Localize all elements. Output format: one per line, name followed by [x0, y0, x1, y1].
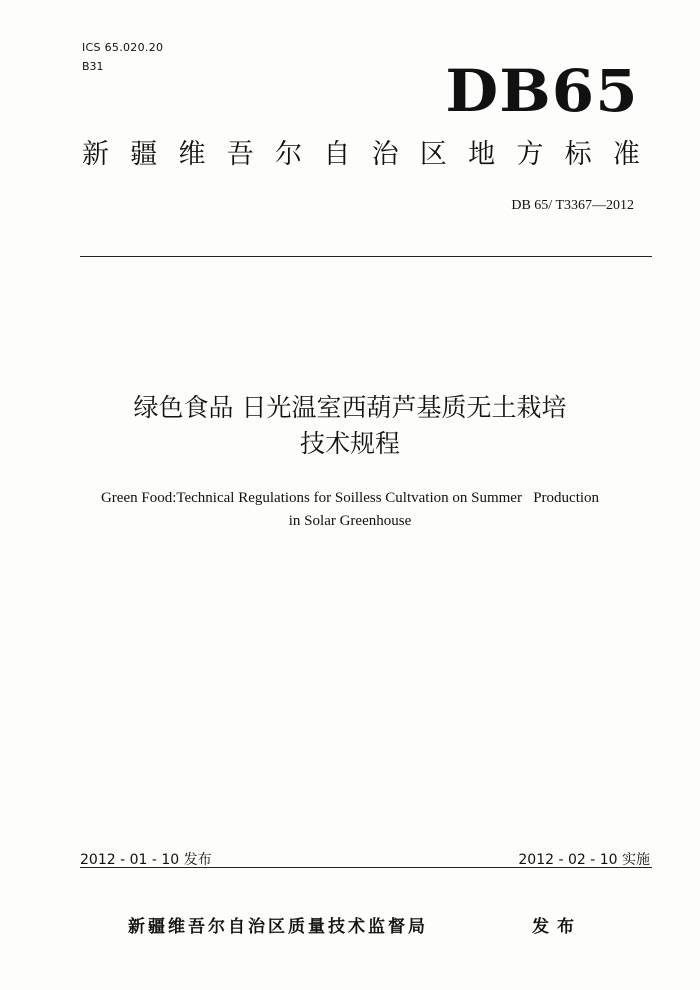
footer-divider [80, 867, 652, 868]
issuing-authority: 新疆维吾尔自治区质量技术监督局 [128, 917, 428, 937]
standard-type-char: 标 [564, 139, 592, 170]
standard-type-char: 疆 [130, 139, 158, 170]
standard-type-char: 维 [178, 139, 206, 170]
standard-type-char: 吾 [226, 139, 254, 170]
title-en-line2: in Solar Greenhouse [288, 513, 412, 529]
standard-type-char: 治 [371, 139, 399, 170]
standard-type [82, 139, 640, 171]
classification-code: B31 [82, 60, 104, 73]
title-cn-line1: 绿色食品 日光温室西葫芦基质无土栽培 [133, 393, 567, 422]
standard-type-char: 方 [516, 139, 544, 170]
implementation-date: 2012 - 02 - 10 实施 [518, 852, 650, 868]
standard-number: DB 65/ T3367—2012 [511, 198, 634, 213]
title-en-line1: Green Food:Technical Regulations for Soilless Cultvation on Summer Production [100, 490, 600, 506]
db65-logo: DB65 [445, 57, 639, 125]
standard-type-char: 尔 [275, 139, 303, 170]
standard-type-char: 地 [468, 139, 496, 170]
title-cn-line2: 技术规程 [299, 429, 400, 458]
header-divider [80, 256, 652, 257]
ics-code: ICS 65.020.20 [82, 41, 164, 54]
publish-label: 发布 [532, 917, 582, 937]
standard-type-char: 新 [82, 139, 109, 170]
standard-type-char: 准 [612, 139, 640, 170]
standard-type-char: 自 [323, 139, 351, 170]
issue-date: 2012 - 01 - 10 发布 [80, 852, 212, 868]
standard-type-char: 区 [419, 139, 447, 170]
